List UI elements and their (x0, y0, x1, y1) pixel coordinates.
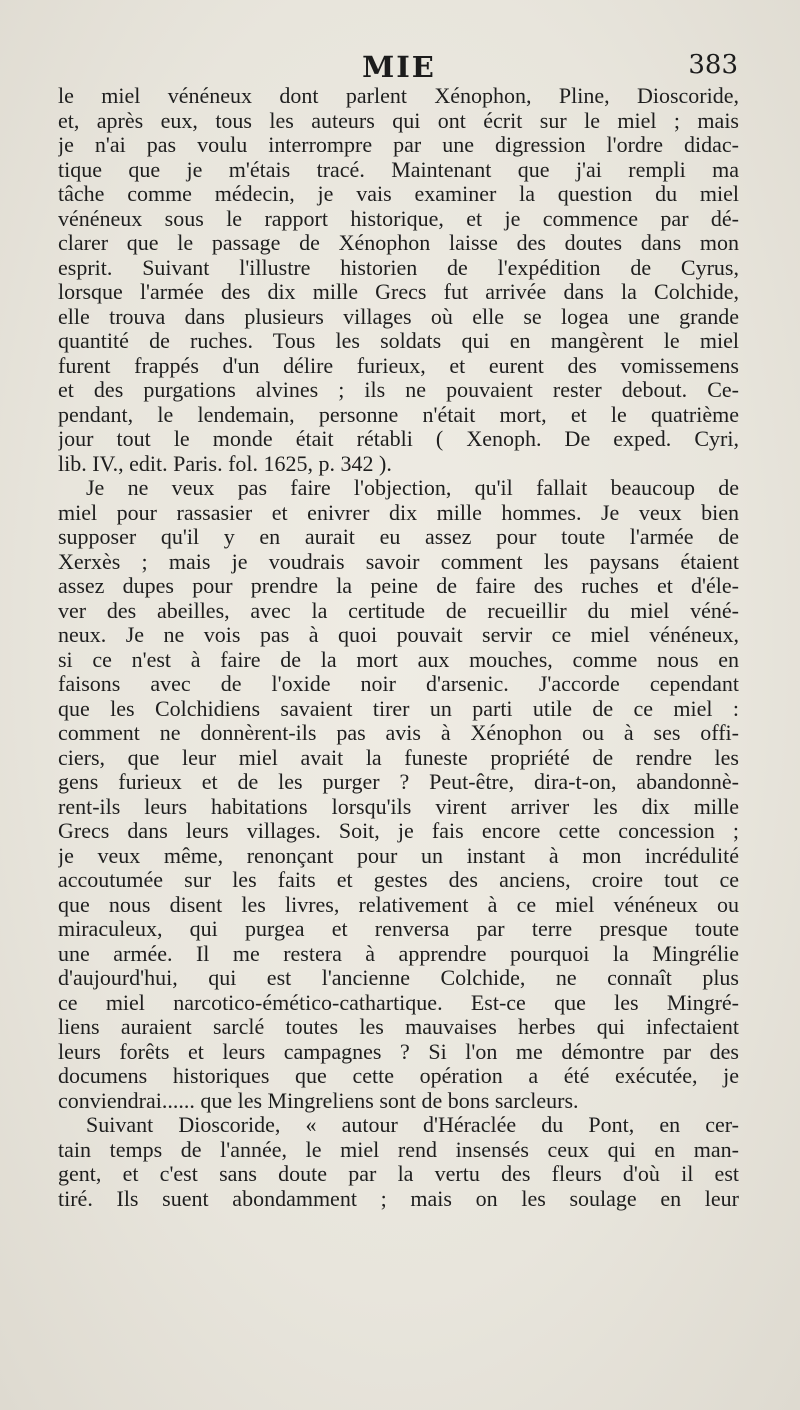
text-line: que les Colchidiens savaient tirer un parti utile de ce miel : (58, 696, 739, 721)
running-head: MIE (362, 50, 436, 84)
text-line: conviendrai...... que les Mingreliens sont de bons sarcleurs. (58, 1088, 579, 1113)
text-line: jour tout le monde était rétabli ( Xenoph. De exped. Cyri, (58, 427, 739, 451)
text-line: accoutumée sur les faits et gestes des anciens, croire tout ce (58, 868, 739, 892)
text-line: Je ne veux pas faire l'objection, qu'il fallait beaucoup de (86, 476, 739, 500)
text-line: rent-ils leurs habitations lorsqu'ils virent arriver les dix mille (58, 794, 739, 819)
text-line: le miel vénéneux dont parlent Xénophon, Pline, Dioscoride, (58, 84, 739, 108)
text-line: clarer que le passage de Xénophon laisse des doutes dans mon (58, 231, 739, 255)
text-line: tiré. Ils suent abondamment ; mais on les soulage en leur (58, 1186, 739, 1211)
text-line: miel pour rassasier et enivrer dix mille hommes. Je veux bien (58, 500, 739, 525)
text-line: une armée. Il me restera à apprendre pourquoi la Mingrélie (58, 941, 739, 966)
text-line: documens historiques que cette opération a été exécutée, je (58, 1064, 739, 1088)
text-line: que nous disent les livres, relativement à ce miel vénéneux ou (58, 892, 739, 917)
text-line: Grecs dans leurs villages. Soit, je fais encore cette concession ; (58, 819, 739, 843)
paragraph (58, 84, 739, 476)
text-line: tique que je m'étais tracé. Maintenant que j'ai rempli ma (58, 157, 739, 182)
text-line: liens auraient sarclé toutes les mauvaises herbes qui infectaient (58, 1015, 739, 1039)
paragraph (58, 1113, 739, 1211)
text-line: ce miel narcotico-émético-cathartique. Est-ce que les Mingré- (58, 990, 739, 1015)
text-line: esprit. Suivant l'illustre historien de l'expédition de Cyrus, (58, 255, 739, 280)
text-line: elle trouva dans plusieurs villages où elle se logea une grande (58, 304, 739, 329)
text-line: d'aujourd'hui, qui est l'ancienne Colchide, ne connaît plus (58, 966, 739, 990)
text-line: lorsque l'armée des dix mille Grecs fut arrivée dans la Colchide, (58, 280, 739, 304)
text-line: je n'ai pas voulu interrompre par une digression l'ordre didac- (58, 133, 739, 157)
text-line: et, après eux, tous les auteurs qui ont écrit sur le miel ; mais (58, 108, 739, 133)
text-line: tain temps de l'année, le miel rend insensés ceux qui en man- (58, 1137, 739, 1162)
text-line: et des purgations alvines ; ils ne pouvaient rester debout. Ce- (58, 378, 739, 402)
text-line: gent, et c'est sans doute par la vertu des fleurs d'où il est (58, 1162, 739, 1186)
page-number: 383 (688, 50, 738, 80)
text-line: Xerxès ; mais je voudrais savoir comment les paysans étaient (58, 549, 739, 574)
text-line: lib. IV., edit. Paris. fol. 1625, p. 342 ). (58, 451, 392, 476)
text-line: comment ne donnèrent-ils pas avis à Xénophon ou à ses offi- (58, 721, 739, 745)
text-line: faisons avec de l'oxide noir d'arsenic. J'accorde cependant (58, 672, 739, 696)
text-line: assez dupes pour prendre la peine de faire des ruches et d'éle- (58, 574, 739, 598)
body-text (58, 84, 739, 1211)
text-line: pendant, le lendemain, personne n'était mort, et le quatrième (58, 402, 739, 427)
text-line: supposer qu'il y en aurait eu assez pour toute l'armée de (58, 525, 739, 549)
text-line: je veux même, renonçant pour un instant à mon incrédulité (58, 843, 739, 868)
text-line: quantité de ruches. Tous les soldats qui en mangèrent le miel (58, 329, 739, 353)
text-line: si ce n'est à faire de la mort aux mouches, comme nous en (58, 647, 739, 672)
text-line: gens furieux et de les purger ? Peut-être, dira-t-on, abandonnè- (58, 770, 739, 794)
text-line: miraculeux, qui purgea et renversa par terre presque toute (58, 917, 739, 941)
paragraph (58, 476, 739, 1113)
text-line: furent frappés d'un délire furieux, et eurent des vomissemens (58, 353, 739, 378)
text-line: vénéneux sous le rapport historique, et je commence par dé- (58, 206, 739, 231)
text-line: tâche comme médecin, je vais examiner la question du miel (58, 182, 739, 206)
text-line: ver des abeilles, avec la certitude de recueillir du miel véné- (58, 598, 739, 623)
text-line: neux. Je ne vois pas à quoi pouvait servir ce miel vénéneux, (58, 623, 739, 647)
text-line: ciers, que leur miel avait la funeste propriété de rendre les (58, 745, 739, 770)
text-line: leurs forêts et leurs campagnes ? Si l'on me démontre par des (58, 1039, 739, 1064)
text-line: Suivant Dioscoride, « autour d'Héraclée du Pont, en cer- (86, 1113, 739, 1137)
